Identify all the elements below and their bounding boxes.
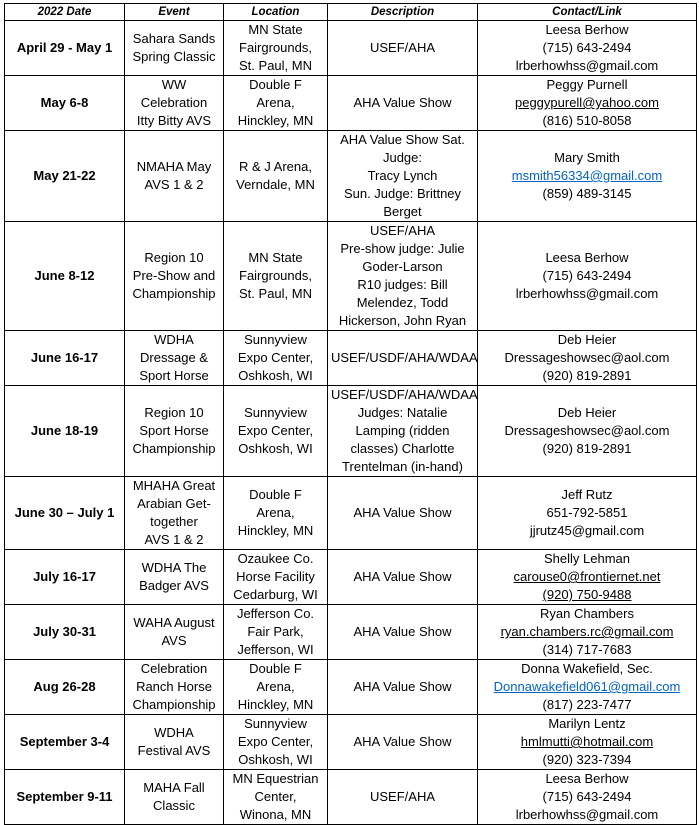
table-row (5, 131, 697, 222)
contact-text: Donna Wakefield, Sec. (521, 661, 653, 676)
cell-location-line: Expo Center, (237, 423, 314, 438)
cell-event (125, 660, 224, 715)
cell-contact (478, 21, 697, 76)
cell-location (224, 550, 328, 605)
contact-text: Dressageshowsec@aol.com (504, 350, 670, 365)
cell-location-line: MN State (248, 22, 303, 37)
cell-location-line: Arena, (256, 679, 295, 694)
contact-text: Leesa Berhow (545, 22, 629, 37)
contact-link[interactable]: msmith56334@gmail.com (511, 168, 663, 183)
contact-text: Marilyn Lentz (548, 716, 626, 731)
cell-location-line: Cedarburg, WI (233, 587, 318, 602)
contact-text: (715) 643-2494 (542, 268, 632, 283)
cell-description (328, 21, 478, 76)
cell-location-line: Double F (249, 487, 302, 502)
cell-location-line: Jefferson, WI (237, 642, 314, 657)
table-row (5, 550, 697, 605)
contact-text: (920) 819-2891 (542, 368, 632, 383)
cell-event (125, 605, 224, 660)
cell-location-line: Hinckley, MN (237, 113, 314, 128)
cell-event-line: Badger AVS (139, 578, 209, 593)
cell-event (125, 770, 224, 825)
cell-location (224, 21, 328, 76)
table-row (5, 76, 697, 131)
cell-event-line: Celebration (140, 95, 208, 110)
cell-location-line: Arena, (256, 95, 295, 110)
table-body (5, 21, 697, 825)
cell-description-line: AHA Value Show (353, 679, 452, 694)
cell-event-line: Sport Horse (139, 368, 209, 383)
contact-text: (715) 643-2494 (542, 40, 632, 55)
cell-location (224, 660, 328, 715)
cell-event-line: Region 10 (144, 405, 204, 420)
contact-text: Jeff Rutz (561, 487, 613, 502)
contact-link[interactable]: (920) 750-9488 (542, 587, 632, 602)
contact-text: (816) 510-8058 (542, 113, 632, 128)
cell-location (224, 715, 328, 770)
contact-text: (859) 489-3145 (542, 186, 632, 201)
cell-description-line: classes) Charlotte (350, 441, 455, 456)
cell-description-line: Melendez, Todd (356, 295, 449, 310)
cell-description (328, 770, 478, 825)
header-date: 2022 Date (5, 4, 125, 21)
contact-text: (715) 643-2494 (542, 789, 632, 804)
cell-description (328, 131, 478, 222)
contact-text: Deb Heier (557, 405, 617, 420)
cell-description (328, 660, 478, 715)
contact-link[interactable]: peggypurell@yahoo.com (514, 95, 659, 110)
cell-event-line: Ranch Horse (136, 679, 212, 694)
header-row (5, 4, 697, 21)
cell-event (125, 331, 224, 386)
cell-date: May 6-8 (5, 76, 125, 131)
cell-location-line: Fairgrounds, (239, 268, 312, 283)
cell-date: May 21-22 (5, 131, 125, 222)
cell-event-line: WDHA The (141, 560, 207, 575)
cell-location-line: Expo Center, (237, 350, 314, 365)
cell-event-line: Dressage & (140, 350, 208, 365)
cell-description-line: AHA Value Show (353, 734, 452, 749)
contact-text: (817) 223-7477 (542, 697, 632, 712)
cell-event (125, 550, 224, 605)
cell-date: September 9-11 (5, 770, 125, 825)
cell-contact (478, 550, 697, 605)
cell-location-line: Winona, MN (239, 807, 312, 822)
cell-event-line: MAHA Fall (143, 780, 205, 795)
cell-location-line: Double F (249, 661, 302, 676)
cell-description (328, 222, 478, 331)
contact-text: lrberhowhss@gmail.com (515, 58, 659, 73)
contact-text: Ryan Chambers (540, 606, 634, 621)
table-row (5, 21, 697, 76)
cell-event (125, 76, 224, 131)
cell-location (224, 331, 328, 386)
cell-contact (478, 477, 697, 550)
cell-date: Aug 26-28 (5, 660, 125, 715)
cell-date: June 16-17 (5, 331, 125, 386)
cell-description-line: USEF/AHA (369, 40, 435, 55)
cell-contact (478, 222, 697, 331)
header-location: Location (224, 4, 328, 21)
cell-event (125, 222, 224, 331)
contact-text: Shelly Lehman (544, 551, 630, 566)
cell-location (224, 131, 328, 222)
cell-description-line: USEF/AHA (369, 789, 435, 804)
cell-description-line: AHA Value Show (353, 95, 452, 110)
cell-location-line: Sunnyview (244, 332, 307, 347)
cell-location-line: St. Paul, MN (239, 58, 312, 73)
cell-location-line: Fair Park, (247, 624, 304, 639)
contact-text: jjrutz45@gmail.com (529, 523, 645, 538)
cell-location-line: Double F (249, 77, 302, 92)
cell-date: June 8-12 (5, 222, 125, 331)
contact-link[interactable]: carouse0@frontiernet.net (513, 569, 661, 584)
cell-description-line: AHA Value Show Sat. (340, 132, 465, 147)
cell-location-line: MN State (248, 250, 303, 265)
cell-location-line: Fairgrounds, (239, 40, 312, 55)
cell-description-line: AHA Value Show (353, 624, 452, 639)
contact-text: Deb Heier (557, 332, 617, 347)
cell-event-line: together (150, 514, 198, 529)
cell-description-line: Sun. Judge: Brittney (343, 186, 462, 201)
cell-location-line: St. Paul, MN (239, 286, 312, 301)
cell-description-line: USEF/AHA (369, 223, 435, 238)
cell-contact (478, 660, 697, 715)
cell-date: September 3-4 (5, 715, 125, 770)
cell-location-line: Hinckley, MN (237, 523, 314, 538)
cell-description-line: USEF/USDF/AHA/WDAA (331, 350, 478, 365)
cell-description (328, 76, 478, 131)
cell-location-line: Jefferson Co. (236, 606, 315, 621)
cell-contact (478, 76, 697, 131)
header-contact: Contact/Link (478, 4, 697, 21)
contact-text: Peggy Purnell (546, 77, 628, 92)
cell-date: July 30-31 (5, 605, 125, 660)
cell-event-line: Celebration (140, 661, 208, 676)
cell-event-line: NMAHA May (136, 159, 212, 174)
cell-description-line: Berget (383, 204, 422, 219)
cell-date: June 18-19 (5, 386, 125, 477)
table-row (5, 477, 697, 550)
contact-text: Dressageshowsec@aol.com (504, 423, 670, 438)
cell-location-line: MN Equestrian (232, 771, 319, 786)
contact-text: Leesa Berhow (545, 250, 629, 265)
cell-location-line: Ozaukee Co. (237, 551, 314, 566)
contact-text: (920) 323-7394 (542, 752, 632, 767)
show-schedule-table (4, 3, 697, 825)
header-event: Event (125, 4, 224, 21)
cell-event-line: AVS 1 & 2 (144, 177, 204, 192)
contact-text: Leesa Berhow (545, 771, 629, 786)
cell-location-line: Arena, (256, 505, 295, 520)
cell-event-line: AVS 1 & 2 (144, 532, 204, 547)
cell-event-line: Festival AVS (137, 743, 211, 758)
cell-contact (478, 386, 697, 477)
table-row (5, 605, 697, 660)
cell-event (125, 131, 224, 222)
table-row (5, 770, 697, 825)
table-row (5, 386, 697, 477)
cell-event-line: Championship (132, 697, 216, 712)
cell-location (224, 770, 328, 825)
cell-description-line: Pre-show judge: Julie (340, 241, 465, 256)
cell-description-line: Judges: Natalie (357, 405, 448, 420)
cell-contact (478, 715, 697, 770)
cell-description-line: Lamping (ridden (355, 423, 450, 438)
cell-description (328, 550, 478, 605)
table-row (5, 660, 697, 715)
cell-description-line: Goder-Larson (362, 259, 443, 274)
cell-description (328, 331, 478, 386)
contact-link[interactable]: Donnawakefield061@gmail.com (493, 679, 681, 694)
cell-location-line: R & J Arena, (239, 159, 312, 174)
contact-text: 651-792-5851 (546, 505, 628, 520)
cell-contact (478, 131, 697, 222)
table-row (5, 222, 697, 331)
cell-location-line: Horse Facility (236, 569, 315, 584)
cell-description-line: Trentelman (in-hand) (342, 459, 463, 474)
cell-description-line: USEF/USDF/AHA/WDAA (331, 387, 478, 402)
table-row (5, 331, 697, 386)
contact-link[interactable]: ryan.chambers.rc@gmail.com (500, 624, 674, 639)
cell-event-line: WAHA August (133, 615, 215, 630)
cell-event-line: Championship (132, 441, 216, 456)
cell-event-line: Arabian Get- (137, 496, 211, 511)
contact-text: (314) 717-7683 (542, 642, 632, 657)
cell-description-line: Hickerson, John Ryan (338, 313, 467, 328)
cell-location-line: Sunnyview (244, 405, 307, 420)
cell-event-line: Region 10 (144, 250, 204, 265)
cell-location (224, 76, 328, 131)
cell-event-line: WDHA (154, 725, 194, 740)
cell-event (125, 386, 224, 477)
cell-event-line: WDHA (154, 332, 194, 347)
cell-event (125, 477, 224, 550)
cell-description (328, 605, 478, 660)
table-row (5, 715, 697, 770)
cell-event-line: WW (161, 77, 187, 92)
table-header (5, 4, 697, 21)
cell-event-line: Spring Classic (132, 49, 216, 64)
cell-description (328, 477, 478, 550)
cell-description-line: AHA Value Show (353, 505, 452, 520)
cell-location-line: Verndale, MN (236, 177, 315, 192)
cell-event-line: Itty Bitty AVS (136, 113, 212, 128)
cell-date: July 16-17 (5, 550, 125, 605)
cell-contact (478, 605, 697, 660)
cell-location (224, 222, 328, 331)
cell-description-line: R10 judges: Bill (357, 277, 448, 292)
cell-location-line: Oshkosh, WI (238, 368, 313, 383)
cell-event-line: Pre-Show and (132, 268, 216, 283)
header-description: Description (328, 4, 478, 21)
schedule-wrapper (4, 3, 697, 825)
cell-description (328, 386, 478, 477)
cell-event-line: Sahara Sands (132, 31, 216, 46)
cell-date: June 30 – July 1 (5, 477, 125, 550)
cell-location (224, 477, 328, 550)
contact-text: lrberhowhss@gmail.com (515, 286, 659, 301)
cell-contact (478, 331, 697, 386)
cell-contact (478, 770, 697, 825)
cell-event-line: Championship (132, 286, 216, 301)
cell-event-line: Classic (153, 798, 195, 813)
cell-location-line: Oshkosh, WI (238, 441, 313, 456)
cell-location-line: Expo Center, (237, 734, 314, 749)
cell-location (224, 386, 328, 477)
cell-event-line: MHAHA Great (132, 478, 216, 493)
contact-text: (920) 819-2891 (542, 441, 632, 456)
cell-event-line: Sport Horse (139, 423, 209, 438)
cell-description-line: Judge: (382, 150, 423, 165)
cell-event-line: AVS (161, 633, 187, 648)
contact-link[interactable]: hmlmutti@hotmail.com (520, 734, 654, 749)
cell-event (125, 21, 224, 76)
contact-text: Mary Smith (554, 150, 620, 165)
cell-description-line: AHA Value Show (353, 569, 452, 584)
cell-location-line: Center, (254, 789, 297, 804)
cell-location (224, 605, 328, 660)
cell-description (328, 715, 478, 770)
cell-location-line: Hinckley, MN (237, 697, 314, 712)
cell-location-line: Oshkosh, WI (238, 752, 313, 767)
cell-event (125, 715, 224, 770)
cell-location-line: Sunnyview (244, 716, 307, 731)
cell-date: April 29 - May 1 (5, 21, 125, 76)
contact-text: lrberhowhss@gmail.com (515, 807, 659, 822)
cell-description-line: Tracy Lynch (367, 168, 438, 183)
